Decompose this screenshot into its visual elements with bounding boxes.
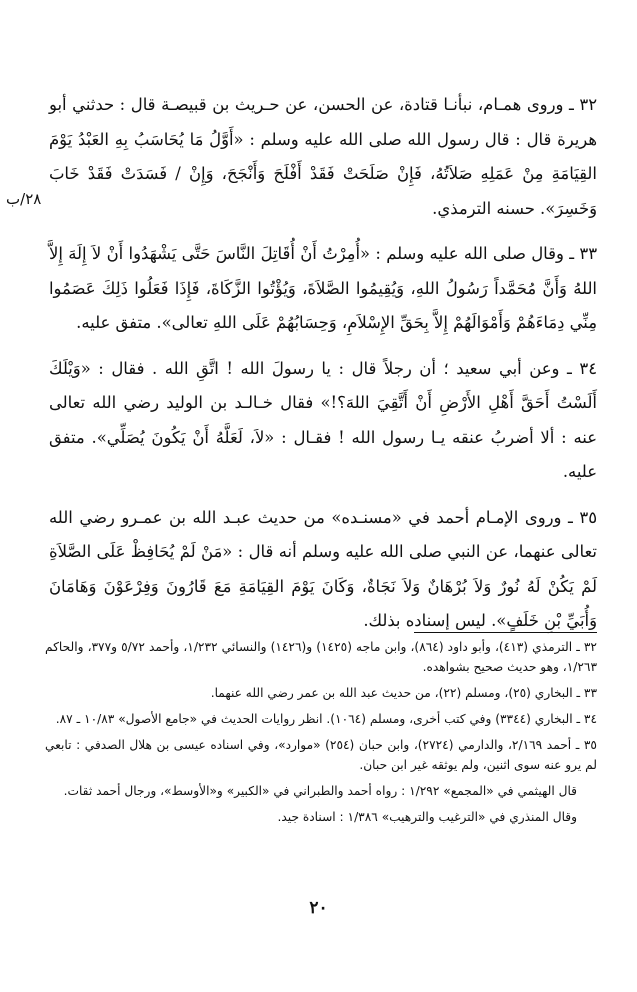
footnote-divider	[414, 632, 597, 633]
main-text	[49, 88, 597, 650]
footnotes	[45, 637, 597, 833]
hadith-34: ٣٤ ـ وعن أبي سعيد ؛ أن رجلاً قال : يا رسولَ الله ! اتَّقِ الله . فقال : «وَيْلَكَ أَلَسْتُ أَحَقَّ أَهْلِ الأَرْضِ أَنْ أَتَّقِيَ اللهَ؟!» فقال خـالـد بن الوليد رضي الله تعالى عنه : ألا أضربُ عنقه يـا رسول الله ! فقـال : «لاَ، لَعَلَّهُ أَنْ يَكُونَ يُصَلِّي». متفق عليه.	[49, 358, 597, 481]
footnote-35-mundhiri: وقال المنذري في «الترغيب والترهيب» ١/٣٨٦ : اسنادة جيد.	[277, 810, 577, 824]
footnote-32: ٣٢ ـ الترمذي (٤١٣)، وأبو داود (٨٦٤)، وابن ماجه (١٤٢٥) و(١٤٢٦) والنسائي ١/٢٣٢، وأحمد ٥/٧٢ و٣٧٧، والحاكم ١/٢٦٣، وهو حديث صحيح بشواهده.	[45, 640, 597, 674]
hadith-33: ٣٣ ـ وقال صلى الله عليه وسلم : «أُمِرْتُ أَنْ أُقَاتِلَ النَّاسَ حَتَّى يَشْهَدُوا أَنْ لاَ إِلَهَ إِلاَّ اللهُ وَأَنَّ مُحَمَّداً رَسُولُ اللهِ، وَيُقِيمُوا الصَّلاَةَ، وَيُؤْتُوا الزَّكَاةَ، فَإِذَا فَعَلُوا ذَلِكَ عَصَمُوا مِنِّي دِمَاءَهُمْ وَأَمْوَالَهُمْ إِلاَّ بِحَقِّ الإِسْلاَمِ، وَحِسَابُهُمْ عَلَى اللهِ تعالى». متفق عليه.	[49, 244, 597, 332]
hadith-32: ٣٢ ـ وروى همـام، نبأنـا قتادة، عن الحسن، عن حـريث بن قبيصـة قال : حدثني أبو هريرة قال : قال رسول الله صلى الله عليه وسلم : «أَوَّلُ مَا يُحَاسَبُ بِهِ العَبْدُ يَوْمَ القِيَامَةِ مِنْ عَمَلِهِ صَلاَتُهُ، فَإِنْ صَلَحَتْ فَقَدْ أَفْلَحَ وَأَنْجَحَ، وَإِنْ / فَسَدَتْ فَقَدْ خَابَ وَخَسِرَ». حسنه الترمذي.	[49, 95, 597, 218]
footnote-34: ٣٤ ـ البخاري (٣٣٤٤) وفي كتب أخرى، ومسلم (١٠٦٤). انظر روايات الحديث في «جامع الأصول» ١٠/٨٣ ـ ٨٧.	[55, 712, 597, 726]
margin-folio-note: ٢٨/ب	[6, 190, 42, 208]
footnote-35-haythami: قال الهيثمي في «المجمع» ١/٢٩٢ : رواه أحمد والطبراني في «الكبير» و«الأوسط»، ورجال أحمد ثقات.	[63, 784, 577, 798]
page-number: ٢٠	[309, 898, 328, 918]
hadith-35: ٣٥ ـ وروى الإمـام أحمد في «مسنـده» من حديث عبـد الله بن عمـرو رضي الله تعالى عنهما، عن النبي صلى الله عليه وسلم أنه قال : «مَنْ لَمْ يُحَافِظْ عَلَى الصَّلاَةِ لَمْ يَكُنْ لَهُ نُورٌ وَلاَ بُرْهَانٌ وَلاَ نَجَاةٌ، وَكَانَ يَوْمَ القِيَامَةِ مَعَ قَارُونَ وَفِرْعَوْنَ وَهَامَانَ وَأُبَيِّ بْنِ خَلَفٍ». ليس إسناده بذلك.	[49, 507, 597, 630]
footnote-35: ٣٥ ـ أحمد ٢/١٦٩، والدارمي (٢٧٢٤)، وابن حبان (٢٥٤) «موارد»، وفي اسناده عيسى بن هلال الصدفي : تابعي لم يرو عنه سوى اثنين، ولم يوثقه غير ابن حبان.	[45, 738, 597, 772]
footnote-33: ٣٣ ـ البخاري (٢٥)، ومسلم (٢٢)، من حديث عبد الله بن عمر رضي الله عنهما.	[210, 686, 597, 700]
